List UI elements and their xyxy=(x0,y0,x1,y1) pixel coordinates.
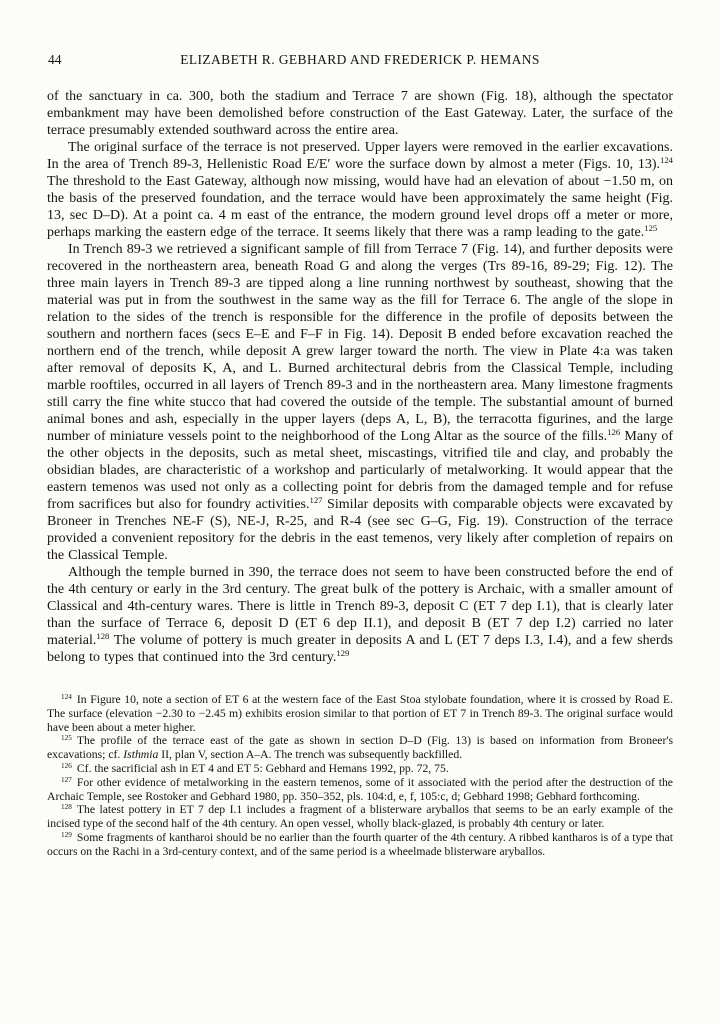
page-number: 44 xyxy=(48,52,62,67)
footnote xyxy=(47,762,673,776)
text-run: The latest pottery in ET 7 dep I.1 includes a fragment of a blisterware aryballos that seems to be an early example of the incised type of the second half of the 4th century. An open vessel, wholly black-glazed, is probably 4th century or later. xyxy=(47,803,673,831)
footnote-ref: 127 xyxy=(309,495,323,506)
footnote xyxy=(47,734,673,762)
footnote-ref: 124 xyxy=(659,155,673,166)
footnote xyxy=(47,803,673,831)
paragraph xyxy=(47,564,673,666)
footnote xyxy=(47,776,673,804)
footnote xyxy=(47,831,673,859)
text-run: In Figure 10, note a section of ET 6 at the western face of the East Stoa stylobate foundation, where it is crossed by Road E. The surface (elevation −2.30 to −2.45 m) exhibits erosion similar to that portion of ET 7 in Trench 89-3. The original surface would have been about a meter higher. xyxy=(47,693,673,734)
text-run: The profile of the terrace east of the gate as shown in section D–D (Fig. 13) is based on information from Broneer's excavations; cf. xyxy=(47,734,673,762)
text-run: The threshold to the East Gateway, although now missing, would have had an elevation of about −1.50 m, on the basis of the preserved foundation, and the terrace would have been approximately the same height (Fig. 13, sec D–D). At a point ca. 4 m east of the entrance, the modern ground level drops off a meter or more, perhaps marking the eastern edge of the terrace. It seems likely that there was a ramp leading to the gate. xyxy=(47,174,673,240)
footnote-number: 127 xyxy=(61,775,72,784)
text-run: The volume of pottery is much greater in deposits A and L (ET 7 deps I.3, I.4), and a few sherds belong to types that continued into the 3rd century. xyxy=(47,633,673,665)
text-run: For other evidence of metalworking in the eastern temenos, some of it associated with the period after the destruction of the Archaic Temple, see Rostoker and Gebhard 1980, pp. 350–352, pls. 104:d, e, f, 105:c, d; Gebhard 1998; Gebhard forthcoming. xyxy=(47,775,673,803)
footnote-number: 124 xyxy=(61,693,72,702)
text-run: Some fragments of kantharoi should be no earlier than the fourth quarter of the 4th century. A ribbed kantharos is of a type that occurs on the Rachi in a 3rd-century context, and of the same period is a wheelmade blisterware aryballos. xyxy=(47,830,673,858)
footnote-number: 128 xyxy=(61,803,72,812)
running-head: ELIZABETH R. GEBHARD AND FREDERICK P. HEMANS xyxy=(180,52,540,67)
footnote-ref: 128 xyxy=(96,631,110,642)
footnote-number: 126 xyxy=(61,762,72,770)
italic-text: Isthmia xyxy=(123,748,159,762)
text-run: In Trench 89-3 we retrieved a significant sample of fill from Terrace 7 (Fig. 14), and further deposits were recovered in the northeastern area, beneath Road G and along the verges (Trs 89-16, 89-29; Fig. 12). The three main layers in Trench 89-3 are tipped along a line running northwest by southeast, showing that the material was put in from the southwest in the same way as the fill for Terrace 6. The angle of the slope in relation to the sides of the trench is responsible for the difference in the profile of deposits between the southern and northern faces (secs E–E and F–F in Fig. 14). Deposit B ended before excavation reached the northern end of the trench, while deposit A grew larger toward the north. The view in Plate 4:a was taken after removal of deposits K, A, and L. Burned architectural debris from the Classical Temple, including marble rooftiles, occurred in all layers of Trench 89-3 and in the northeastern area. Many limestone fragments still carry the fine white stucco that had covered the outside of the temple. The substantial amount of burned animal bones and ash, especially in the upper layers (deps A, L, B), the terracotta figurines, and the large number of miniature vessels point to the neighborhood of the Long Altar as the source of the fills. xyxy=(47,242,673,444)
body-text xyxy=(47,88,673,666)
paragraph xyxy=(47,139,673,241)
footnote-number: 129 xyxy=(61,830,72,839)
text-run: Many of the other objects in the deposits, such as metal sheet, miscastings, vitrified tile and clay, and probably the obsidian blades, are characteristic of a workshop and particularly of metalworking. It would appear that the eastern temenos was used not only as a collecting point for debris from the damaged temple and for refuse from sacrifices but also for foundry activities. xyxy=(47,429,673,512)
footnote xyxy=(47,693,673,734)
footnotes xyxy=(47,693,673,859)
paragraph xyxy=(47,241,673,564)
text-run: The original surface of the terrace is not preserved. Upper layers were removed in the earlier excavations. In the area of Trench 89-3, Hellenistic Road E/E′ wore the surface down by almost a meter (Figs. 10, 13). xyxy=(47,140,673,172)
text-run: II, plan V, section A–A. The trench was subsequently backfilled. xyxy=(158,748,463,762)
page-header xyxy=(47,52,673,67)
text-run: Although the temple burned in 390, the terrace does not seem to have been constructed before the end of the 4th century or early in the 3rd century. The great bulk of the pottery is Archaic, with a smaller amount of Classical and 4th-century wares. There is little in Trench 89-3, deposit C (ET 7 dep I.1), that is clearly later than the surface of Terrace 6, deposit D (ET 6 dep II.1), and deposit B (ET 7 dep I.2) carried no later material. xyxy=(47,565,673,648)
text-run: of the sanctuary in ca. 300, both the stadium and Terrace 7 are shown (Fig. 18), although the spectator embankment may have been demolished before construction of the East Gateway. Later, the surface of the terrace presumably extended southward across the entire area. xyxy=(47,89,673,138)
paragraph xyxy=(47,88,673,139)
footnote-ref: 125 xyxy=(644,223,658,234)
text-run: Cf. the sacrificial ash in ET 4 and ET 5: Gebhard and Hemans 1992, pp. 72, 75. xyxy=(76,761,449,775)
footnote-number: 125 xyxy=(61,734,72,743)
footnote-ref: 126 xyxy=(607,427,621,438)
text-run: Similar deposits with comparable objects were excavated by Broneer in Trenches NE-F (S), NE-J, R-25, and R-4 (see sec G–G, Fig. 19). Construction of the terrace provided a convenient repository for the debris in the east temenos, very likely after completion of repairs on the Classical Temple. xyxy=(47,497,673,563)
footnote-ref: 129 xyxy=(336,648,350,659)
